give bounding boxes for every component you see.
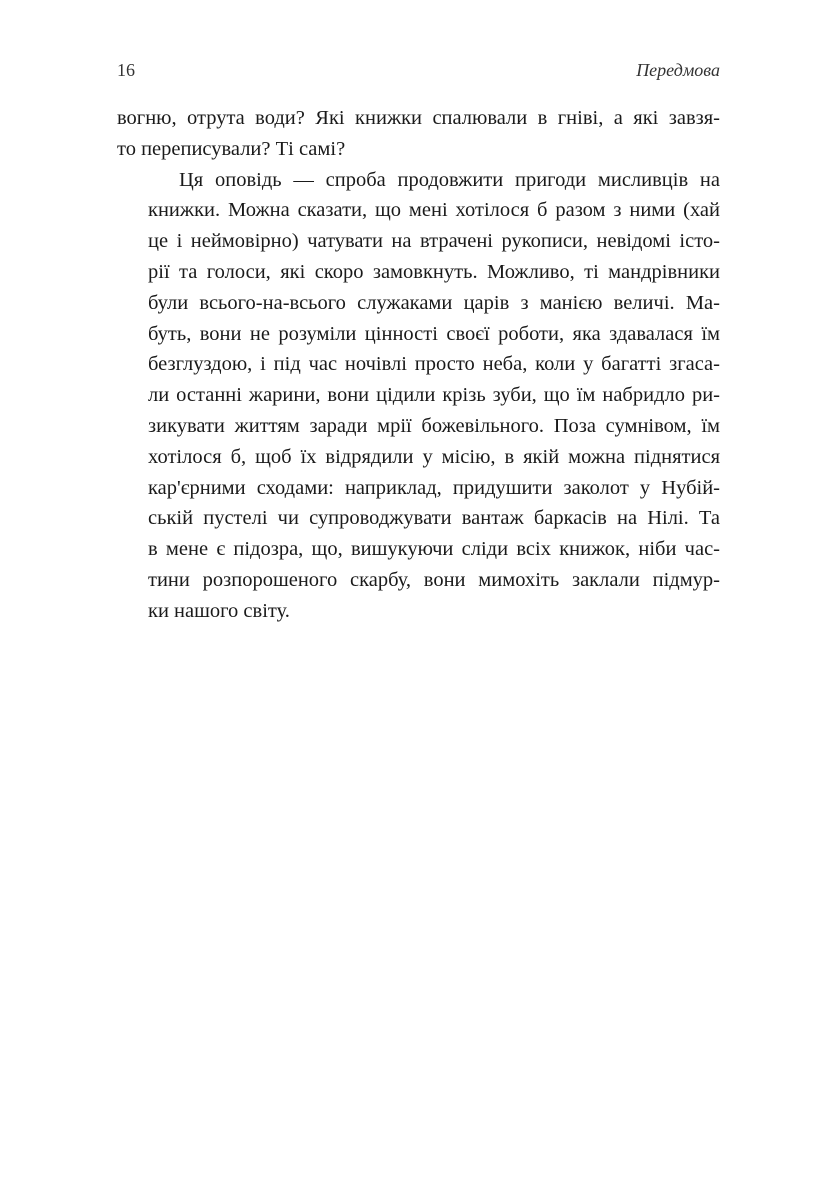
text-line: ській пустелі чи супроводжувати вантаж баркасів на Нілі. Та [148,507,720,530]
text-line: кар'єрними сходами: наприклад, придушити заколот у Нубій- [148,476,720,499]
text-line: в мене є підозра, що, вишукуючи сліди всіх книжок, ніби час- [148,538,720,561]
text-line: ки нашого світу. [148,599,290,622]
text-line: книжки. Можна сказати, що мені хотілося б разом з ними (хай [148,199,720,222]
paragraph-2 [117,165,720,627]
text-line: зикувати життям заради мрії божевільного. Поза сумнівом, їм [148,414,720,437]
text-line: безглуздою, і під час ночівлі просто неба, коли у багатті згаса- [148,353,720,376]
body-text [117,103,720,627]
text-line: були всього-на-всього служаками царів з манією величі. Ма- [148,291,720,314]
text-line: буть, вони не розуміли цінності своєї роботи, яка здавалася їм [148,322,720,345]
text-line: Ця оповідь — спроба продовжити пригоди мисливців на [179,168,720,191]
running-header [117,60,720,88]
text-line: то переписували? Ті самі? [117,137,346,160]
section-title: Передмова [636,60,720,80]
text-line: ли останні жарини, вони цідили крізь зуби, що їм набридло ри- [148,384,720,407]
text-line: рії та голоси, які скоро замовкнуть. Можливо, ті мандрівники [148,260,720,283]
text-line: це і неймовірно) чатувати на втрачені рукописи, невідомі істо- [148,230,720,253]
text-line: вогню, отрута води? Які книжки спалювали в гніві, а які завзя- [117,107,720,129]
text-line: хотілося б, щоб їх відрядили у місію, в якій можна піднятися [148,445,720,468]
text-line: тини розпорошеного скарбу, вони мимохіть заклали підмур- [148,568,720,591]
paragraph-1 [117,103,720,165]
page-number: 16 [117,60,135,80]
